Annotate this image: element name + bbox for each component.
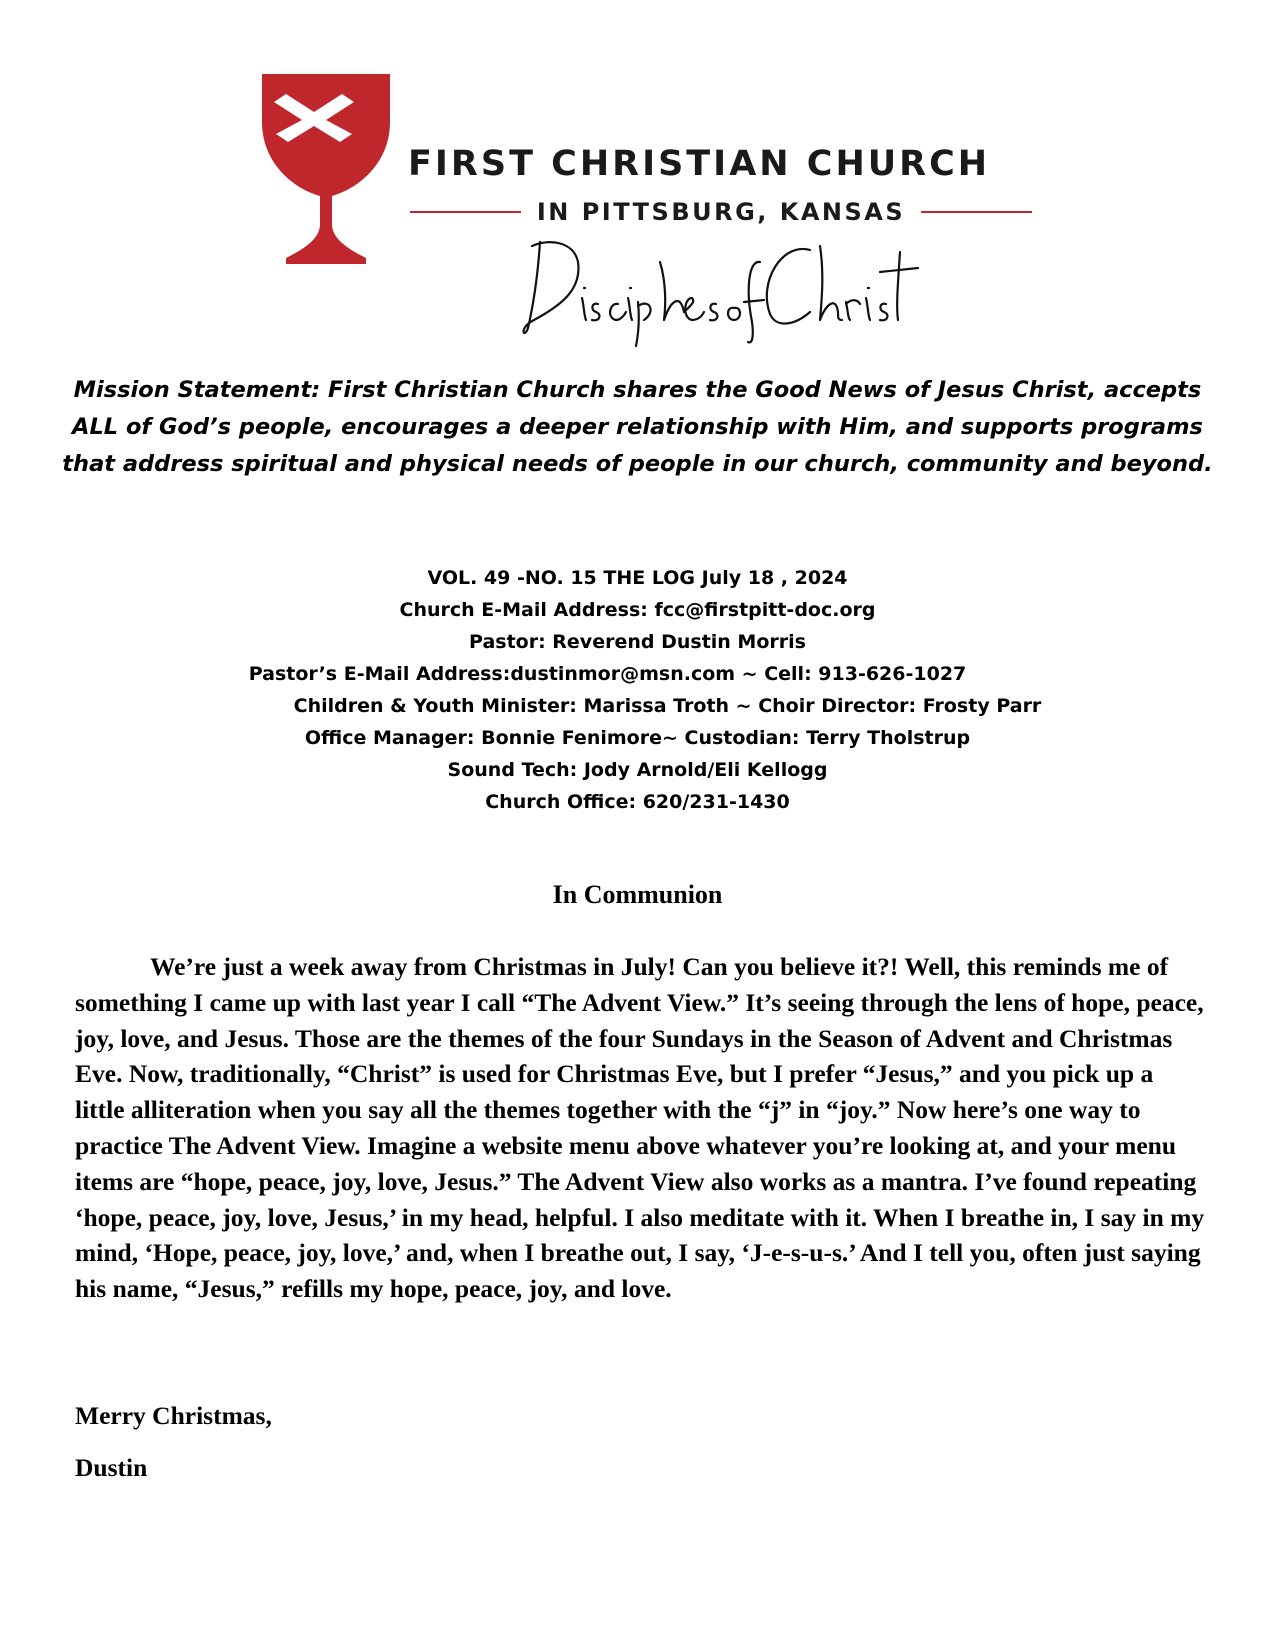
mission-statement: Mission Statement: First Christian Church shares the Good News of Jesus Christ, accepts ALL of God’s people, encourages a deeper relationship with Him, and supports programs that address spiritual and physical needs of people in our church, community and beyond. xyxy=(62,377,1213,477)
city-rule-left xyxy=(410,211,521,213)
church-name: FIRST CHRISTIAN CHURCH xyxy=(408,144,991,184)
church-phone-line: Church Office: 620/231-1430 xyxy=(485,791,790,813)
city-banner xyxy=(410,194,1032,230)
disciples-of-christ-script-logo xyxy=(520,232,920,348)
sound-tech-line: Sound Tech: Jody Arnold/Eli Kellogg xyxy=(447,759,828,781)
volume-line: VOL. 49 -NO. 15 THE LOG July 18 , 2024 xyxy=(427,567,848,589)
city-rule-right xyxy=(921,211,1032,213)
chalice-icon xyxy=(262,74,390,264)
church-email-line: Church E-Mail Address: fcc@firstpitt-doc.org xyxy=(399,599,876,621)
pastor-contact-line: Pastor’s E-Mail Address:dustinmor@msn.com ~ Cell: 913-626-1027 xyxy=(248,663,967,685)
city-name: IN PITTSBURG, KANSAS xyxy=(536,198,906,226)
ministers-line: Children & Youth Minister: Marissa Troth ~ Choir Director: Frosty Parr xyxy=(293,695,1042,717)
office-line: Office Manager: Bonnie Fenimore~ Custodian: Terry Tholstrup xyxy=(304,727,971,749)
article-signature: Dustin xyxy=(75,1453,148,1482)
newsletter-info-block xyxy=(0,562,1275,818)
article-body: We’re just a week away from Christmas in July! Can you believe it?! Well, this reminds me of something I came up with last year I call “The Advent View.” It’s seeing through the lens of hope, peace, joy, love, and Jesus. Those are the themes of the four Sundays in the Season of Advent and Christmas Eve. Now, traditionally, “Christ” is used for Christmas Eve, but I prefer “Jesus,” and you pick up a little alliteration when you say all the themes together with the “j” in “joy.” Now here’s one way to practice The Advent View. Imagine a website menu above whatever you’re looking at, and your menu items are “hope, peace, joy, love, Jesus.” The Advent View also works as a mantra. I’ve found repeating ‘hope, peace, joy, love, Jesus,’ in my head, helpful. I also meditate with it. When I breathe in, I say in my mind, ‘Hope, peace, joy, love,’ and, when I breathe out, I say, ‘J-e-s-u-s.’ And I tell you, often just saying his name, “Jesus,” refills my hope, peace, joy, and love. xyxy=(75,952,1205,1304)
article-closing: Merry Christmas, xyxy=(75,1401,272,1430)
pastor-line: Pastor: Reverend Dustin Morris xyxy=(469,631,806,653)
article-title: In Communion xyxy=(552,880,723,909)
